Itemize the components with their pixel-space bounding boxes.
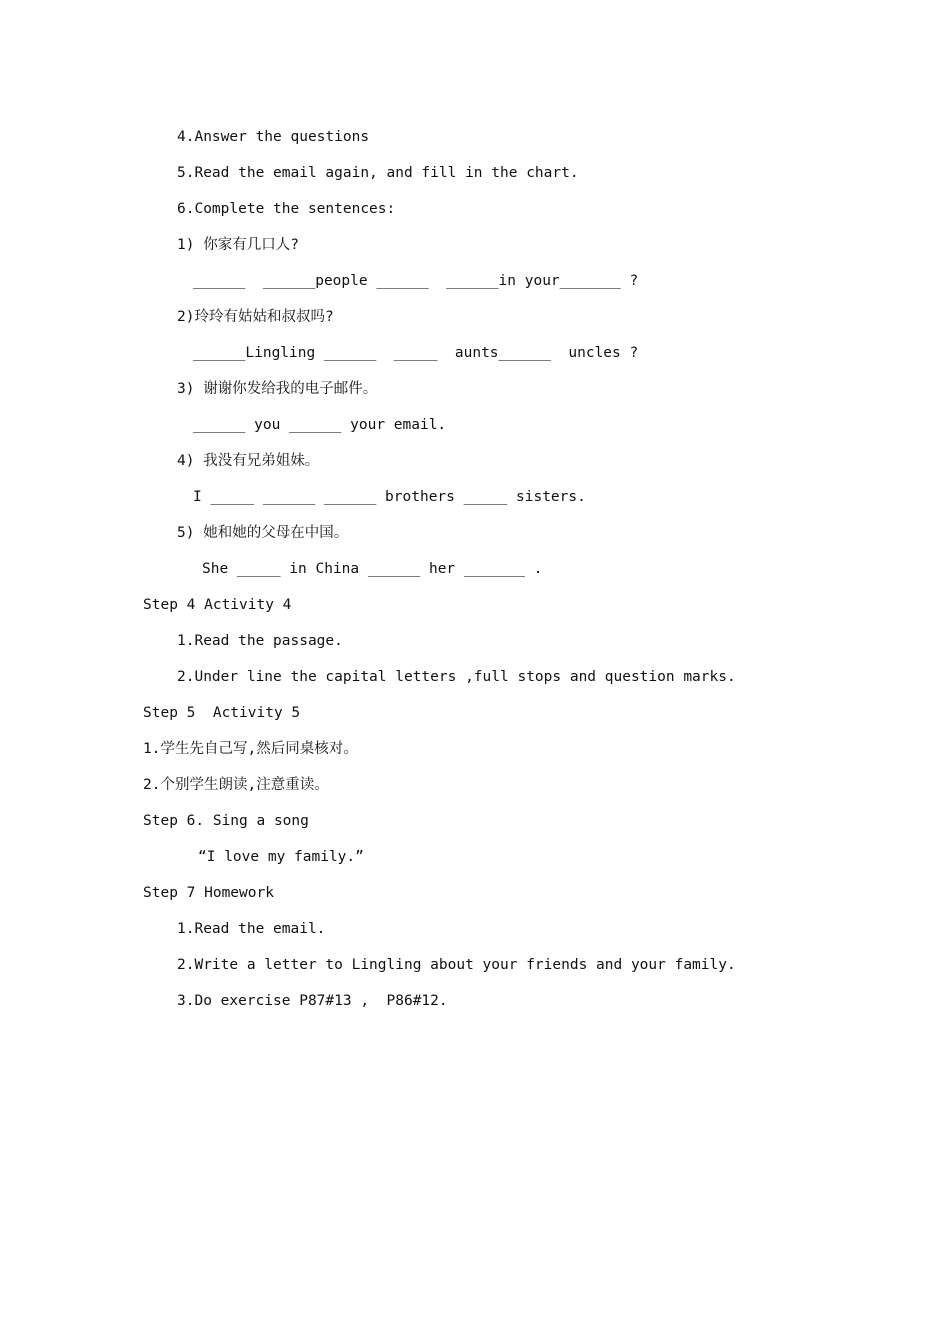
sentence-3-blanks: ______ you ______ your email. xyxy=(193,417,447,433)
homework-item-2: 2.Write a letter to Lingling about your friends and your family. xyxy=(177,957,736,973)
step-6-heading: Step 6. Sing a song xyxy=(143,813,309,829)
task-answer-questions: 4.Answer the questions xyxy=(177,129,370,145)
homework-item-3: 3.Do exercise P87#13 , P86#12. xyxy=(177,993,448,1009)
sentence-5-prompt: 5) 她和她的父母在中国。 xyxy=(177,525,349,541)
step-5-item-1: 1.学生先自己写,然后同桌核对。 xyxy=(143,741,358,757)
song-title: “I love my family.” xyxy=(198,849,364,865)
task-complete-sentences: 6.Complete the sentences: xyxy=(177,201,396,217)
homework-item-1: 1.Read the email. xyxy=(177,921,326,937)
sentence-4-prompt: 4) 我没有兄弟姐妹。 xyxy=(177,453,320,469)
task-fill-chart: 5.Read the email again, and fill in the chart. xyxy=(177,165,579,181)
step-4-item-2: 2.Under line the capital letters ,full stops and question marks. xyxy=(177,669,736,685)
sentence-1-blanks: ______ ______people ______ ______in your_______ ? xyxy=(193,273,639,289)
sentence-4-blanks: I _____ ______ ______ brothers _____ sisters. xyxy=(193,489,586,505)
step-4-heading: Step 4 Activity 4 xyxy=(143,597,292,613)
step-5-heading: Step 5 Activity 5 xyxy=(143,705,301,721)
sentence-2-prompt: 2)玲玲有姑姑和叔叔吗? xyxy=(177,309,334,325)
sentence-5-blanks: She _____ in China ______ her _______ . xyxy=(202,561,543,577)
sentence-1-prompt: 1) 你家有几口人? xyxy=(177,237,299,253)
step-7-heading: Step 7 Homework xyxy=(143,885,274,901)
step-4-item-1: 1.Read the passage. xyxy=(177,633,343,649)
sentence-3-prompt: 3) 谢谢你发给我的电子邮件。 xyxy=(177,381,378,397)
step-5-item-2: 2.个别学生朗读,注意重读。 xyxy=(143,777,329,793)
sentence-2-blanks: ______Lingling ______ _____ aunts______ uncles ? xyxy=(193,345,639,361)
